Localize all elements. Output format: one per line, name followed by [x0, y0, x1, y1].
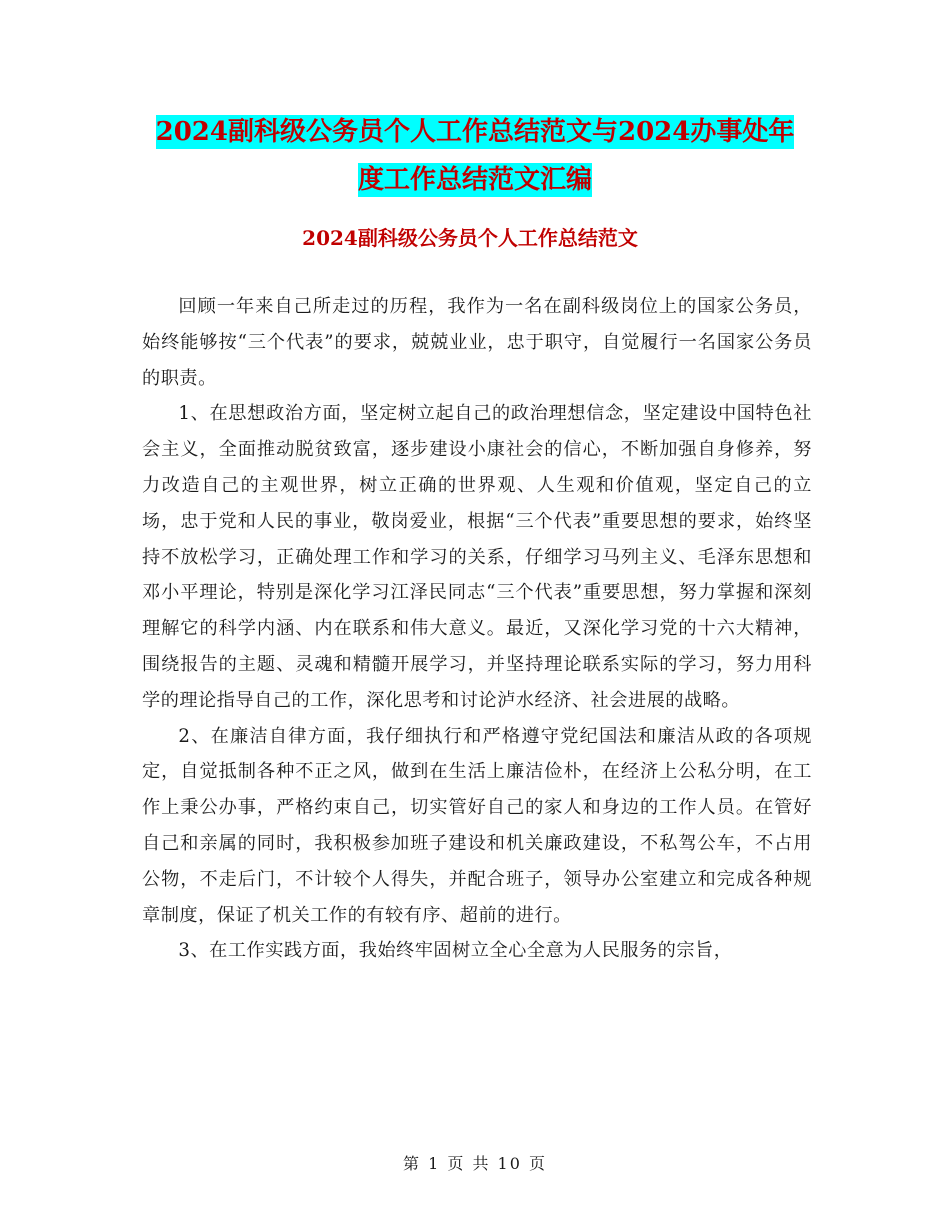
section-title: 2024副科级公务员个人工作总结范文	[302, 226, 638, 250]
paragraph-political: 1、在思想政治方面，坚定树立起自己的政治理想信念，坚定建设中国特色社会主义，全面推动脱贫致富，逐步建设小康社会的信心，不断加强自身修养，努力改造自己的主观世界，树立正确的世界观、人生观和价值观，坚定自己的立场，忠于党和人民的事业，敬岗爱业，根据“三个代表”重要思想的要求，始终坚持不放松学习，正确处理工作和学习的关系，仔细学习马列主义、毛泽东思想和邓小平理论，特别是深化学习江泽民同志“三个代表”重要思想，努力掌握和深刻理解它的科学内涵、内在联系和伟大意义。最近，又深化学习党的十六大精神，围绕报告的主题、灵魂和精髓开展学习，并坚持理论联系实际的学习，努力用科学的理论指导自己的工作，深化思考和讨论泸水经济、社会进展的战略。	[142, 403, 812, 711]
paragraph-work-practice: 3、在工作实践方面，我始终牢固树立全心全意为人民服务的宗旨，	[178, 940, 733, 962]
document-title	[150, 108, 800, 204]
document-title-line-1: 2024副科级公务员个人工作总结范文与2024办事处年	[155, 117, 795, 147]
paragraph-intro: 回顾一年来自己所走过的历程，我作为一名在副科级岗位上的国家公务员，始终能够按“三个代表”的要求，兢兢业业，忠于职守，自觉履行一名国家公务员的职责。	[142, 296, 812, 389]
document-title-line-2: 度工作总结范文汇编	[357, 165, 592, 195]
document-body	[142, 289, 812, 969]
paragraph-integrity: 2、在廉洁自律方面，我仔细执行和严格遵守党纪国法和廉洁从政的各项规定，自觉抵制各种不正之风，做到在生活上廉洁俭朴，在经济上公私分明，在工作上秉公办事，严格约束自己，切实管好自己的家人和身边的工作人员。在管好自己和亲属的同时，我积极参加班子建设和机关廉政建设，不私驾公车，不占用公物，不走后门，不计较个人得失，并配合班子，领导办公室建立和完成各种规章制度，保证了机关工作的有较有序、超前的进行。	[142, 725, 812, 926]
page-number-footer: 第 1 页 共 10 页	[403, 1154, 547, 1173]
